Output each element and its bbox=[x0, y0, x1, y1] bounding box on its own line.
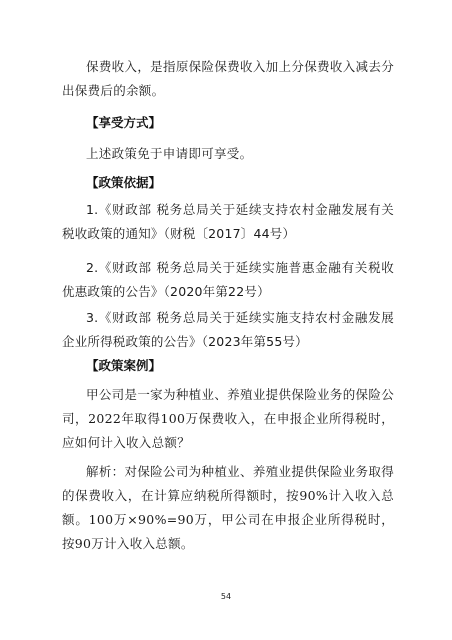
paragraph-enjoy-method: 上述政策免于申请即可享受。 bbox=[86, 146, 253, 161]
policy-basis-item-3: 3.《财政部 税务总局关于延续实施支持农村金融发展企业所得税政策的公告》（2023年第55号） bbox=[62, 310, 394, 349]
heading-enjoy-method: 【享受方式】 bbox=[86, 115, 162, 130]
paragraph-premium-definition: 保费收入，是指原保险保费收入加上分保费收入减去分出保费后的余额。 bbox=[62, 59, 394, 98]
policy-basis-item-1: 1.《财政部 税务总局关于延续支持农村金融发展有关税收政策的通知》（财税〔2017〕44号） bbox=[62, 202, 394, 241]
heading-policy-basis: 【政策依据】 bbox=[86, 175, 162, 190]
paragraph-case-analysis: 解析：对保险公司为种植业、养殖业提供保险业务取得的保费收入，在计算应纳税所得额时，按90%计入收入总额。100万×90%=90万，甲公司在申报企业所得税时，按90万计入收入总额。 bbox=[62, 464, 394, 551]
policy-basis-item-2: 2.《财政部 税务总局关于延续实施普惠金融有关税收优惠政策的公告》（2020年第22号） bbox=[62, 260, 394, 299]
page-number: 54 bbox=[220, 592, 232, 601]
heading-policy-case: 【政策案例】 bbox=[86, 358, 162, 373]
paragraph-case-question: 甲公司是一家为种植业、养殖业提供保险业务的保险公司，2022年取得100万保费收入，在申报企业所得税时，应如何计入收入总额？ bbox=[62, 387, 394, 450]
